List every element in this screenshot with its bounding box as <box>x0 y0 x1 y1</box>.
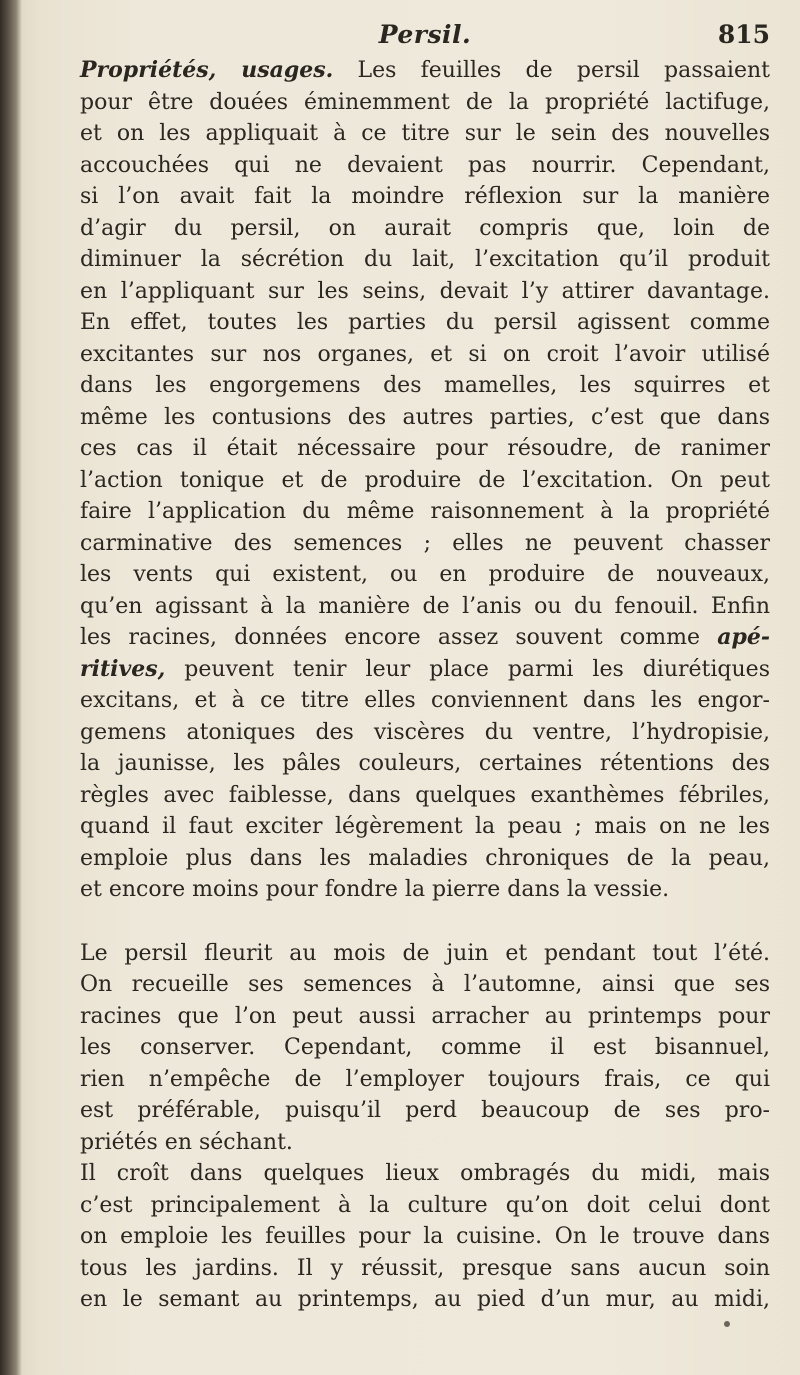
text-line: et on les appliquait à ce titre sur le sein des nouvelles <box>80 121 770 146</box>
section-lead: Propriétés, usages. <box>80 57 334 83</box>
text-line: la jaunisse, les pâles couleurs, certaines rétentions des <box>80 751 770 776</box>
text-line: On recueille ses semences à l’automne, ainsi que ses <box>80 972 770 997</box>
text-line: En effet, toutes les parties du persil agissent comme <box>80 310 770 335</box>
text-line: les conserver. Cependant, comme il est bisannuel, <box>80 1035 770 1060</box>
text-line: l’action tonique et de produire de l’excitation. On peut <box>80 467 770 493</box>
page-number: 815 <box>717 20 770 49</box>
text-line: et encore moins pour fondre la pierre dans la vessie. <box>80 877 670 902</box>
text-line: qu’en agissant à la manière de l’anis ou du fenouil. Enfin <box>80 593 770 619</box>
text-line: si l’on avait fait la moindre réflexion sur la manière <box>80 184 770 209</box>
text-line: dans les engorgemens des mamelles, les squirres et <box>80 373 770 398</box>
paragraph <box>80 1158 770 1316</box>
paragraph <box>80 55 770 906</box>
text-line: excitantes sur nos organes, et si on croit l’avoir utilisé <box>80 341 770 367</box>
text-line: on emploie les feuilles pour la cuisine. On le trouve dans <box>80 1224 770 1249</box>
text-line: d’agir du persil, on aurait compris que, loin de <box>80 215 770 241</box>
page-header <box>80 20 770 56</box>
text-line: ces cas il était nécessaire pour résoudre, de ranimer <box>80 436 770 461</box>
text-line: Le persil fleurit au mois de juin et pendant tout l’été. <box>80 940 770 966</box>
text-line: accouchées qui ne devaient pas nourrir. Cependant, <box>80 152 770 178</box>
text-run: les racines, données encore assez souvent comme <box>80 625 718 650</box>
text-line: c’est principalement à la culture qu’on doit celui dont <box>80 1192 770 1218</box>
text-line: en le semant au printemps, au pied d’un mur, au midi, <box>80 1287 770 1312</box>
text-line: emploie plus dans les maladies chroniques de la peau, <box>80 845 770 871</box>
text-line: priétés en séchant. <box>80 1129 293 1155</box>
text-line: rien n’empêche de l’employer toujours frais, ce qui <box>80 1066 770 1092</box>
text-line: même les contusions des autres parties, c’est que dans <box>80 404 770 430</box>
text-line: Il croît dans quelques lieux ombragés du midi, mais <box>80 1161 770 1186</box>
text-line: diminuer la sécrétion du lait, l’excitation qu’il produit <box>80 247 770 272</box>
text-line: gemens atoniques des viscères du ventre, l’hydropisie, <box>80 719 770 745</box>
text-line: racines que l’on peut aussi arracher au printemps pour <box>80 1003 770 1029</box>
text-run: peuvent tenir leur place parmi les diurétiques <box>165 656 770 682</box>
paper-speck <box>724 1321 730 1327</box>
text-line <box>80 55 770 87</box>
text-line: excitans, et à ce titre elles conviennent dans les engor- <box>80 688 770 713</box>
body-text <box>80 55 770 1316</box>
italic-term: apé- <box>717 624 770 650</box>
paragraph-gap <box>80 906 770 938</box>
text-line: quand il faut exciter légèrement la peau ; mais on ne les <box>80 814 770 839</box>
text-line: tous les jardins. Il y réussit, presque sans aucun soin <box>80 1255 770 1281</box>
text-line: carminative des semences ; elles ne peuvent chasser <box>80 530 770 556</box>
text-line: les vents qui existent, ou en produire de nouveaux, <box>80 562 770 587</box>
binding-edge <box>0 0 22 1375</box>
running-head: Persil. <box>378 20 472 49</box>
text-line: faire l’application du même raisonnement à la propriété <box>80 499 770 524</box>
text-line <box>80 622 770 654</box>
text-line: est préférable, puisqu’il perd beaucoup de ses pro- <box>80 1098 770 1123</box>
paragraph <box>80 938 770 1159</box>
text-line <box>80 654 770 686</box>
text-line: pour être douées éminemment de la propriété lactifuge, <box>80 89 770 115</box>
text-run: Les feuilles de persil passaient <box>333 58 771 83</box>
text-line: en l’appliquant sur les seins, devait l’y attirer davantage. <box>80 278 770 304</box>
italic-term: ritives, <box>80 655 166 682</box>
text-line: règles avec faiblesse, dans quelques exanthèmes fébriles, <box>80 782 770 808</box>
